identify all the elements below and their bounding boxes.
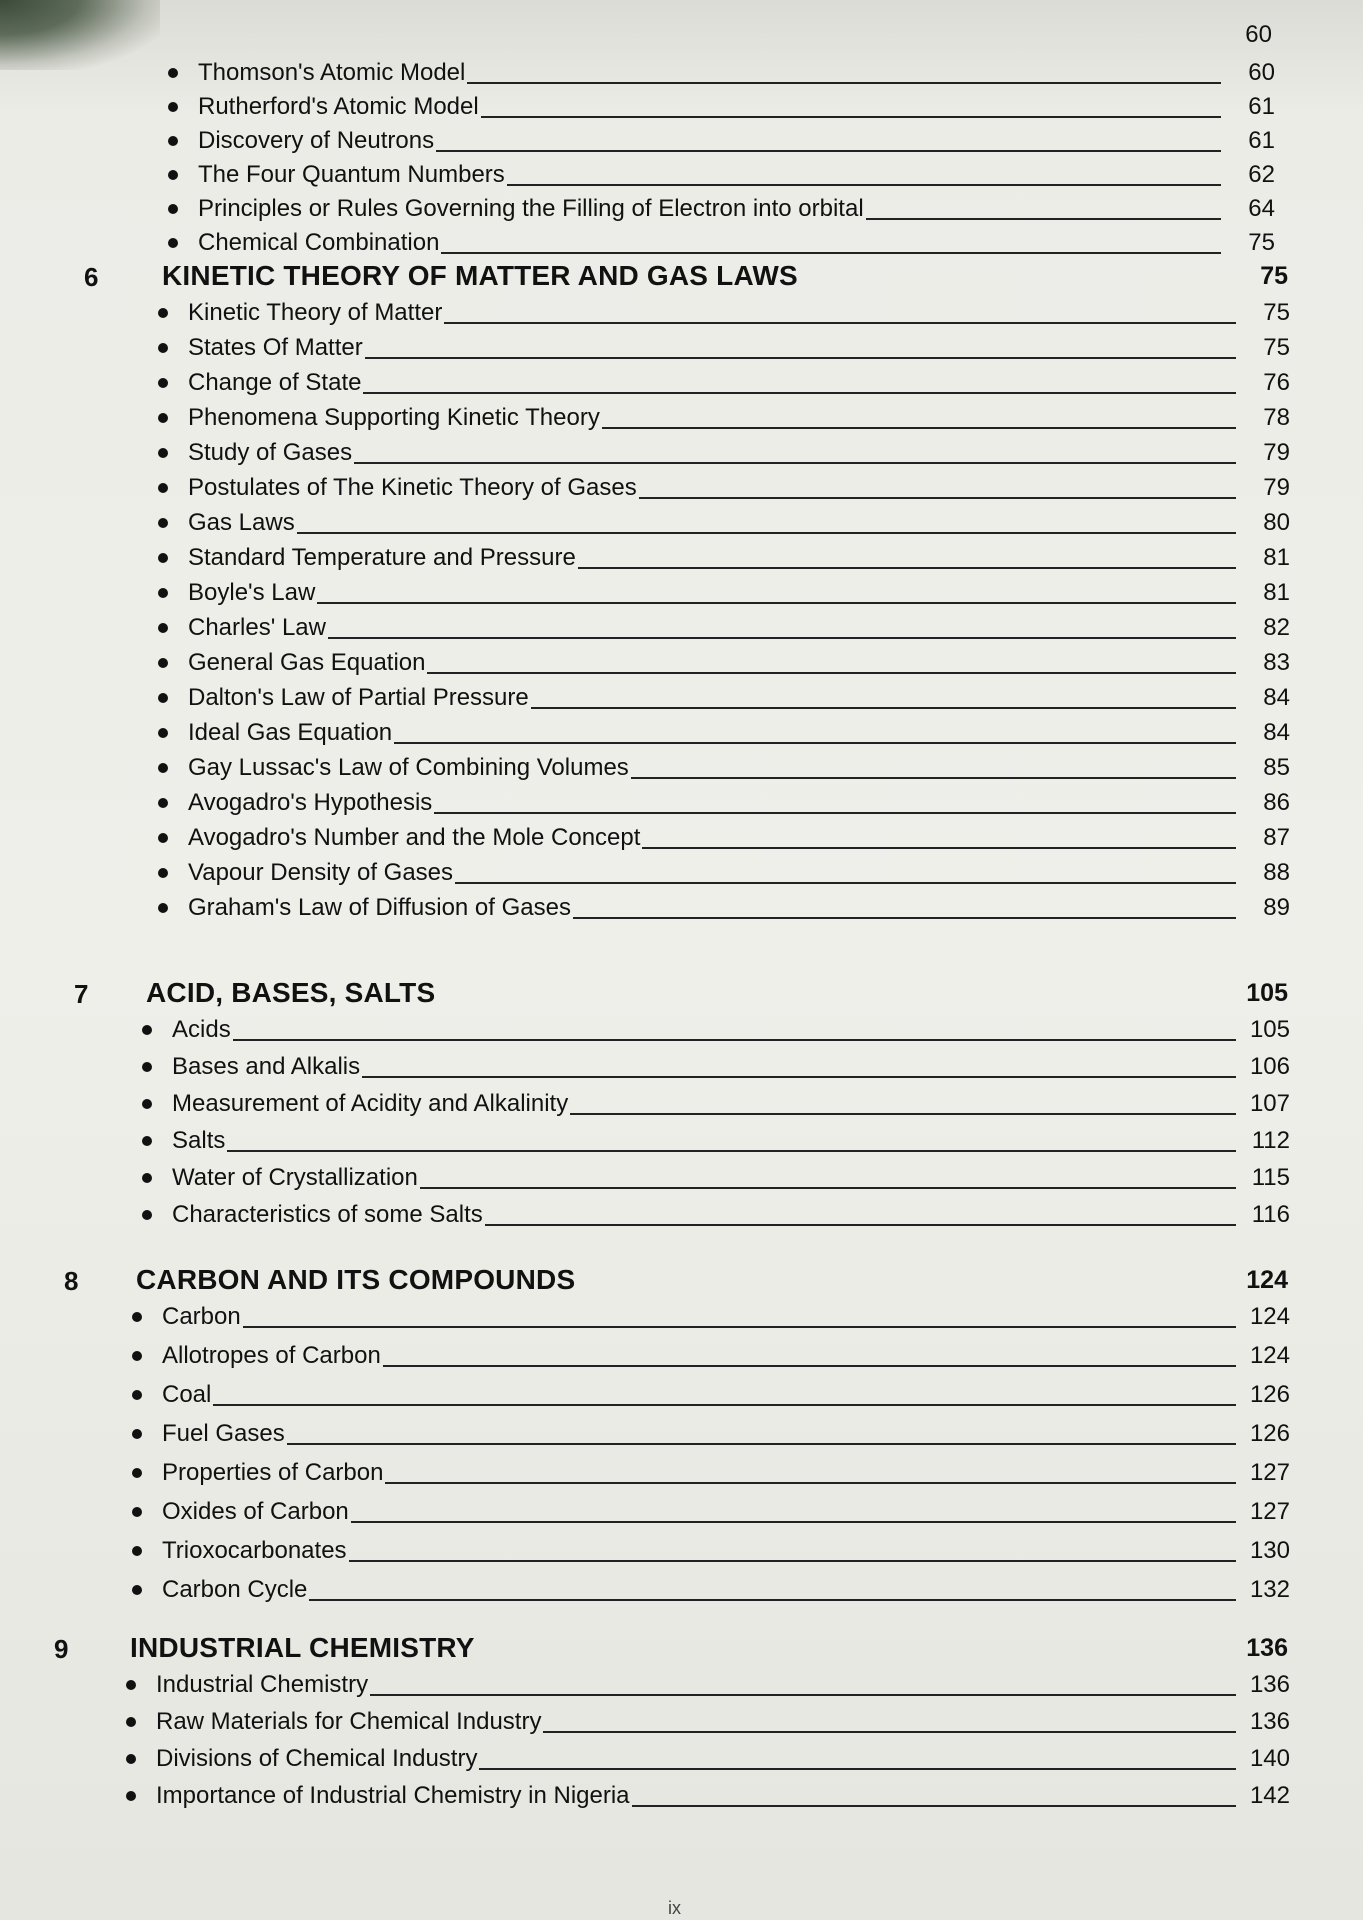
- leader-line: [363, 392, 1236, 394]
- toc-entry: [142, 1052, 1290, 1082]
- leader-line: [349, 1560, 1236, 1562]
- entry-label: Standard Temperature and Pressure: [188, 544, 576, 571]
- chapter-page-number: 136: [1246, 1634, 1288, 1662]
- entry-page-number: 112: [1251, 1127, 1290, 1154]
- leader-line: [639, 497, 1236, 499]
- toc-entry: [158, 333, 1290, 363]
- entry-label: Bases and Alkalis: [172, 1053, 361, 1080]
- entry-page-number: 132: [1249, 1576, 1290, 1603]
- leader-line: [427, 672, 1236, 674]
- entry-label: Coal: [162, 1381, 212, 1408]
- bullet-icon: [158, 623, 168, 633]
- entry-page-number: 61: [1248, 127, 1275, 154]
- leader-line: [573, 917, 1236, 919]
- leader-line: [531, 707, 1236, 709]
- bullet-icon: [142, 1025, 152, 1035]
- entry-page-number: 130: [1249, 1537, 1290, 1564]
- entry-label: Avogadro's Number and the Mole Concept: [188, 824, 641, 851]
- chapter-page-number: 75: [1260, 262, 1288, 290]
- bullet-icon: [126, 1791, 136, 1801]
- entry-label: Gay Lussac's Law of Combining Volumes: [188, 754, 629, 781]
- entry-label: Kinetic Theory of Matter: [188, 299, 443, 326]
- entry-page-number: 81: [1263, 544, 1290, 571]
- bullet-icon: [132, 1312, 142, 1322]
- entry-page-number: 127: [1249, 1459, 1290, 1486]
- toc-entry: [158, 648, 1290, 678]
- toc-entry: [126, 1781, 1290, 1811]
- entry-page-number: 86: [1263, 789, 1290, 816]
- entry-label: Industrial Chemistry: [156, 1671, 369, 1698]
- toc-entry: [132, 1575, 1290, 1605]
- bullet-icon: [168, 204, 178, 214]
- entry-label: Postulates of The Kinetic Theory of Gases: [188, 474, 637, 501]
- toc-entry: [132, 1380, 1290, 1410]
- entry-page-number: 85: [1263, 754, 1290, 781]
- entry-label: Acids: [172, 1016, 231, 1043]
- bullet-icon: [158, 658, 168, 668]
- entry-page-number: 79: [1263, 474, 1290, 501]
- entry-page-number: 76: [1263, 369, 1290, 396]
- entry-page-number: 126: [1249, 1420, 1290, 1447]
- entry-page-number: 78: [1263, 404, 1290, 431]
- entry-page-number: 80: [1263, 509, 1290, 536]
- entry-label: Dalton's Law of Partial Pressure: [188, 684, 529, 711]
- leader-line: [354, 462, 1236, 464]
- bullet-icon: [158, 413, 168, 423]
- bullet-icon: [142, 1210, 152, 1220]
- leader-line: [570, 1113, 1236, 1115]
- entry-page-number: 115: [1251, 1164, 1290, 1191]
- bullet-icon: [126, 1717, 136, 1727]
- toc-entry: [168, 194, 1275, 224]
- entry-page-number: 75: [1263, 299, 1290, 326]
- bullet-icon: [158, 763, 168, 773]
- bullet-icon: [158, 308, 168, 318]
- entry-page-number: 84: [1263, 719, 1290, 746]
- chapter-number: 9: [54, 1634, 69, 1664]
- toc-entry: [132, 1536, 1290, 1566]
- toc-entry: [158, 473, 1290, 503]
- entry-label: Thomson's Atomic Model: [198, 59, 466, 86]
- entry-page-number: 124: [1249, 1303, 1290, 1330]
- top-page-number: 60: [1245, 21, 1272, 48]
- bullet-icon: [168, 238, 178, 248]
- entry-page-number: 140: [1249, 1745, 1290, 1772]
- entry-label: Phenomena Supporting Kinetic Theory: [188, 404, 600, 431]
- leader-line: [631, 777, 1236, 779]
- leader-line: [444, 322, 1236, 324]
- leader-line: [543, 1731, 1236, 1733]
- leader-line: [287, 1443, 1236, 1445]
- toc-entry: [158, 823, 1290, 853]
- bullet-icon: [158, 728, 168, 738]
- toc-entry: [158, 683, 1290, 713]
- chapter-number: 8: [64, 1266, 79, 1296]
- leader-line: [309, 1599, 1236, 1601]
- entry-page-number: 81: [1263, 579, 1290, 606]
- leader-line: [317, 602, 1236, 604]
- leader-line: [227, 1150, 1236, 1152]
- bullet-icon: [142, 1099, 152, 1109]
- toc-entry: [168, 126, 1275, 156]
- leader-line: [362, 1076, 1236, 1078]
- bullet-icon: [132, 1507, 142, 1517]
- leader-line: [351, 1521, 1236, 1523]
- bullet-icon: [158, 868, 168, 878]
- bullet-icon: [158, 448, 168, 458]
- leader-line: [434, 812, 1236, 814]
- chapter-page-number: 105: [1246, 979, 1288, 1007]
- toc-entry: [158, 893, 1290, 923]
- entry-page-number: 116: [1251, 1201, 1290, 1228]
- toc-entry: [132, 1497, 1290, 1527]
- toc-entry: [158, 438, 1290, 468]
- leader-line: [481, 116, 1221, 118]
- leader-line: [233, 1039, 1236, 1041]
- toc-entry: [132, 1341, 1290, 1371]
- entry-page-number: 84: [1263, 684, 1290, 711]
- entry-label: Characteristics of some Salts: [172, 1201, 483, 1228]
- leader-line: [441, 252, 1221, 254]
- entry-page-number: 142: [1249, 1782, 1290, 1809]
- entry-label: Boyle's Law: [188, 579, 316, 606]
- bullet-icon: [168, 136, 178, 146]
- toc-entry: [168, 58, 1275, 88]
- toc-entry: [126, 1670, 1290, 1700]
- entry-label: Salts: [172, 1127, 226, 1154]
- bullet-icon: [132, 1351, 142, 1361]
- bullet-icon: [168, 170, 178, 180]
- toc-entry: [168, 160, 1275, 190]
- entry-label: States Of Matter: [188, 334, 363, 361]
- entry-label: Study of Gases: [188, 439, 353, 466]
- bullet-icon: [132, 1546, 142, 1556]
- bullet-icon: [132, 1468, 142, 1478]
- toc-entry: [142, 1126, 1290, 1156]
- entry-label: Change of State: [188, 369, 362, 396]
- leader-line: [297, 532, 1236, 534]
- leader-line: [328, 637, 1236, 639]
- entry-label: The Four Quantum Numbers: [198, 161, 505, 188]
- entry-label: Discovery of Neutrons: [198, 127, 435, 154]
- toc-entry: [158, 543, 1290, 573]
- entry-label: Water of Crystallization: [172, 1164, 418, 1191]
- bullet-icon: [158, 378, 168, 388]
- leader-line: [485, 1224, 1236, 1226]
- entry-label: Importance of Industrial Chemistry in Nigeria: [156, 1782, 630, 1809]
- bullet-icon: [142, 1136, 152, 1146]
- entry-label: Carbon Cycle: [162, 1576, 308, 1603]
- leader-line: [602, 427, 1236, 429]
- chapter-title: INDUSTRIAL CHEMISTRY: [130, 1632, 475, 1663]
- entry-page-number: 127: [1249, 1498, 1290, 1525]
- bullet-icon: [158, 518, 168, 528]
- chapter-page-number: 124: [1246, 1266, 1288, 1294]
- leader-line: [385, 1482, 1236, 1484]
- entry-label: Divisions of Chemical Industry: [156, 1745, 478, 1772]
- bullet-icon: [132, 1390, 142, 1400]
- bullet-icon: [126, 1680, 136, 1690]
- entry-page-number: 126: [1249, 1381, 1290, 1408]
- leader-line: [455, 882, 1236, 884]
- leader-line: [479, 1768, 1236, 1770]
- entry-page-number: 105: [1249, 1016, 1290, 1043]
- toc-entry: [158, 788, 1290, 818]
- leader-line: [370, 1694, 1236, 1696]
- entry-label: Vapour Density of Gases: [188, 859, 454, 886]
- entry-page-number: 106: [1249, 1053, 1290, 1080]
- leader-line: [243, 1326, 1236, 1328]
- entry-label: Carbon: [162, 1303, 241, 1330]
- toc-entry: [142, 1015, 1290, 1045]
- toc-entry: [168, 228, 1275, 258]
- toc-entry: [168, 92, 1275, 122]
- toc-entry: [132, 1458, 1290, 1488]
- entry-page-number: 61: [1248, 93, 1275, 120]
- entry-page-number: 89: [1263, 894, 1290, 921]
- page-number-footer: ix: [668, 1898, 681, 1918]
- toc-entry: [126, 1707, 1290, 1737]
- entry-label: General Gas Equation: [188, 649, 426, 676]
- bullet-icon: [132, 1585, 142, 1595]
- leader-line: [213, 1404, 1236, 1406]
- toc-entry: [132, 1419, 1290, 1449]
- entry-label: Graham's Law of Diffusion of Gases: [188, 894, 571, 921]
- toc-entry: [158, 368, 1290, 398]
- entry-label: Avogadro's Hypothesis: [188, 789, 433, 816]
- chapter-title: ACID, BASES, SALTS: [146, 977, 436, 1008]
- entry-page-number: 79: [1263, 439, 1290, 466]
- toc-entry: [158, 403, 1290, 433]
- chapter-title: CARBON AND ITS COMPOUNDS: [136, 1264, 576, 1295]
- entry-label: Properties of Carbon: [162, 1459, 384, 1486]
- bullet-icon: [158, 588, 168, 598]
- toc-entry: [158, 753, 1290, 783]
- entry-label: Charles' Law: [188, 614, 326, 641]
- toc-entry: [158, 578, 1290, 608]
- entry-label: Trioxocarbonates: [162, 1537, 347, 1564]
- entry-label: Rutherford's Atomic Model: [198, 93, 479, 120]
- leader-line: [383, 1365, 1236, 1367]
- entry-label: Fuel Gases: [162, 1420, 285, 1447]
- entry-page-number: 82: [1263, 614, 1290, 641]
- entry-label: Allotropes of Carbon: [162, 1342, 381, 1369]
- toc-entry: [158, 298, 1290, 328]
- entry-page-number: 136: [1249, 1671, 1290, 1698]
- chapter-number: 7: [74, 979, 89, 1009]
- bullet-icon: [158, 553, 168, 563]
- entry-label: Principles or Rules Governing the Filling of Electron into orbital: [198, 195, 864, 222]
- toc-entry: [132, 1302, 1290, 1332]
- entry-label: Gas Laws: [188, 509, 295, 536]
- entry-page-number: 75: [1248, 229, 1275, 256]
- entry-label: Chemical Combination: [198, 229, 440, 256]
- toc-entry: [142, 1200, 1290, 1230]
- leader-line: [436, 150, 1221, 152]
- leader-line: [642, 847, 1236, 849]
- entry-page-number: 136: [1249, 1708, 1290, 1735]
- bullet-icon: [158, 693, 168, 703]
- toc-entry: [158, 718, 1290, 748]
- entry-page-number: 124: [1249, 1342, 1290, 1369]
- toc-entry: [142, 1163, 1290, 1193]
- entry-label: Raw Materials for Chemical Industry: [156, 1708, 542, 1735]
- leader-line: [632, 1805, 1236, 1807]
- leader-line: [507, 184, 1221, 186]
- toc-entry: [158, 508, 1290, 538]
- bullet-icon: [142, 1173, 152, 1183]
- bullet-icon: [158, 798, 168, 808]
- leader-line: [578, 567, 1236, 569]
- bullet-icon: [168, 102, 178, 112]
- entry-page-number: 62: [1248, 161, 1275, 188]
- entry-page-number: 83: [1263, 649, 1290, 676]
- entry-label: Measurement of Acidity and Alkalinity: [172, 1090, 569, 1117]
- entry-page-number: 60: [1248, 59, 1275, 86]
- entry-page-number: 75: [1263, 334, 1290, 361]
- bullet-icon: [168, 68, 178, 78]
- leader-line: [365, 357, 1236, 359]
- entry-page-number: 87: [1263, 824, 1290, 851]
- bullet-icon: [158, 483, 168, 493]
- entry-label: Oxides of Carbon: [162, 1498, 349, 1525]
- toc-entry: [142, 1089, 1290, 1119]
- bullet-icon: [158, 343, 168, 353]
- chapter-title: KINETIC THEORY OF MATTER AND GAS LAWS: [162, 260, 798, 291]
- leader-line: [394, 742, 1236, 744]
- toc-entry: [158, 613, 1290, 643]
- chapter-number: 6: [84, 262, 99, 292]
- bullet-icon: [132, 1429, 142, 1439]
- leader-line: [420, 1187, 1236, 1189]
- leader-line: [467, 82, 1221, 84]
- leader-line: [866, 218, 1221, 220]
- bullet-icon: [142, 1062, 152, 1072]
- toc-entry: [158, 858, 1290, 888]
- bullet-icon: [158, 833, 168, 843]
- entry-page-number: 64: [1248, 195, 1275, 222]
- toc-entry: [126, 1744, 1290, 1774]
- entry-page-number: 88: [1263, 859, 1290, 886]
- entry-page-number: 107: [1249, 1090, 1290, 1117]
- entry-label: Ideal Gas Equation: [188, 719, 393, 746]
- bullet-icon: [126, 1754, 136, 1764]
- bullet-icon: [158, 903, 168, 913]
